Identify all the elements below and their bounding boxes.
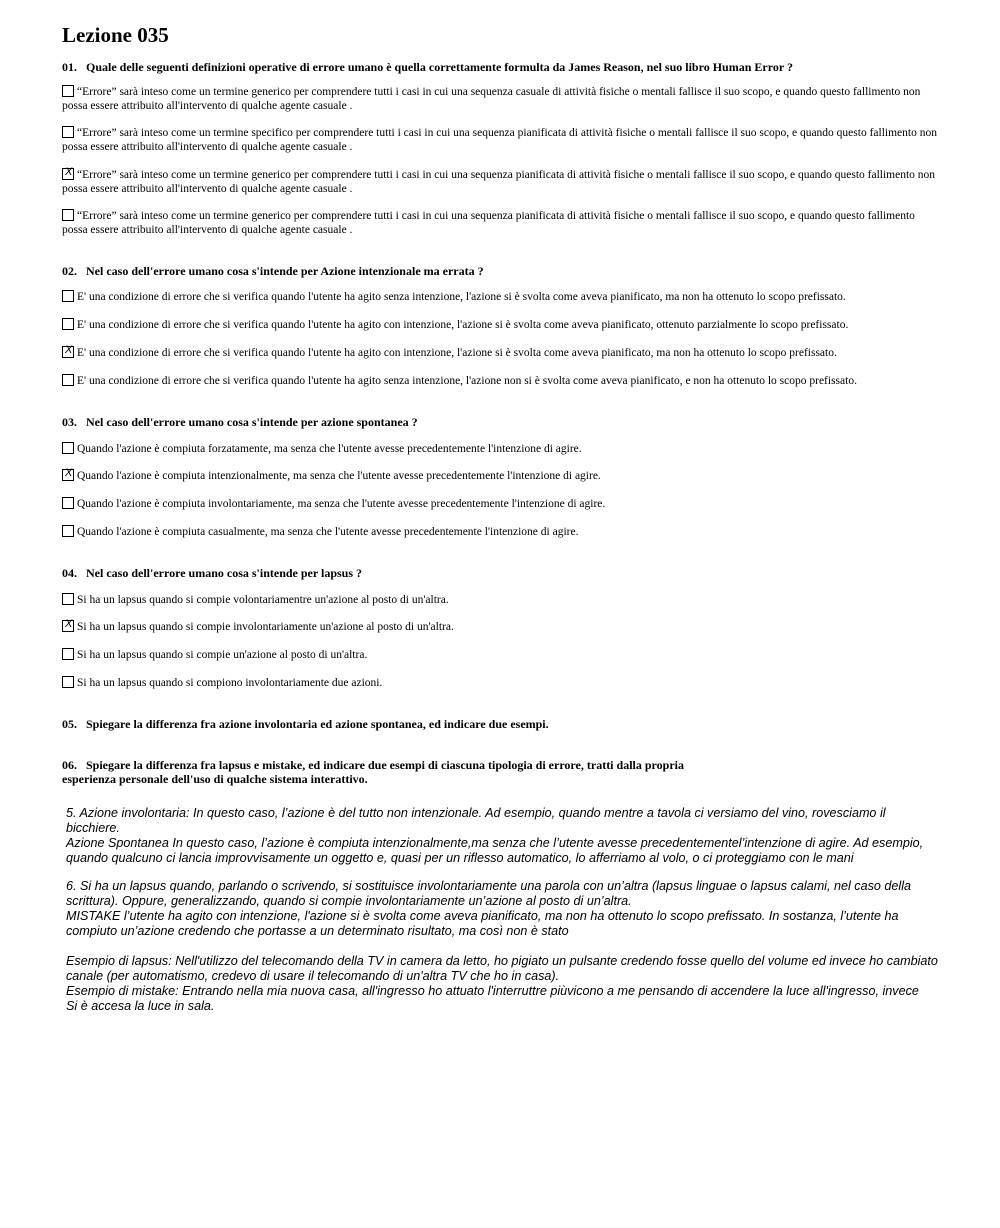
option-01-d[interactable]: “Errore” sarà inteso come un termine generico per comprendere tutti i casi in cui una sequenza pianificata di attività fisiche o mentali fallisce il suo scopo, e quando questo fallimento possa essere attribuito all'intervento di qualche agente casuale . bbox=[62, 210, 915, 236]
option-03-d[interactable]: Quando l'azione è compiuta casualmente, ma senza che l'utente avesse precedentemente l'intenzione di agire. bbox=[62, 525, 942, 539]
option-01-b[interactable]: “Errore” sarà inteso come un termine specifico per comprendere tutti i casi in cui una sequenza pianificata di attività fisiche o mentali fallisce il suo scopo, e quando questo fallimento non possa essere attribuito all'intervento di qualche agente casuale . bbox=[62, 127, 937, 153]
question-05 bbox=[62, 717, 942, 731]
checkbox[interactable] bbox=[62, 85, 74, 97]
check-mark-icon: X bbox=[65, 618, 73, 630]
option-04-c[interactable]: Si ha un lapsus quando si compie un'azione al posto di un'altra. bbox=[62, 648, 942, 662]
option-03-a[interactable]: Quando l'azione è compiuta forzatamente, ma senza che l'utente avesse precedentemente l'intenzione di agire. bbox=[62, 442, 942, 456]
option-04-d[interactable]: Si ha un lapsus quando si compiono involontariamente due azioni. bbox=[62, 676, 942, 690]
question-text: 03. Nel caso dell'errore umano cosa s'intende per azione spontanea ? bbox=[62, 415, 418, 429]
page-title: Lezione 035 bbox=[62, 23, 169, 47]
checkbox[interactable] bbox=[62, 676, 74, 688]
question-04 bbox=[62, 566, 942, 580]
answer-05: 5. Azione involontaria: In questo caso, l’azione è del tutto non intenzionale. Ad esempio, quando mentre a tavola ci versiamo del vino, rovesciamo il bicchiere. Azione Spontanea In questo caso, l’azione è compiuta intenzionalmente,ma senza che l’utente avesse precedentementel’intenzione di agire. Ad esempio, quando qualcuno ci lancia improvvisamente un oggetto e, quasi per un riflesso automatico, lo afferriamo al volo, o ci proteggiamo con le mani bbox=[66, 806, 924, 865]
checkbox-checked[interactable] bbox=[62, 346, 74, 358]
question-text: 02. Nel caso dell'errore umano cosa s'intende per Azione intenzionale ma errata ? bbox=[62, 264, 484, 278]
checkbox[interactable] bbox=[62, 374, 74, 386]
question-03 bbox=[62, 415, 942, 429]
checkbox-checked[interactable] bbox=[62, 469, 74, 481]
checkbox[interactable] bbox=[62, 593, 74, 605]
document-page bbox=[62, 22, 997, 61]
option-02-d[interactable]: E' una condizione di errore che si verifica quando l'utente ha agito senza intenzione, l'azione non si è svolta come aveva pianificato, e non ha ottenuto lo scopo prefissato. bbox=[62, 374, 942, 388]
option-03-c[interactable]: Quando l'azione è compiuta involontariamente, ma senza che l'utente avesse precedentemente l'intenzione di agire. bbox=[62, 497, 942, 511]
checkbox[interactable] bbox=[62, 126, 74, 138]
option-02-b[interactable]: E' una condizione di errore che si verifica quando l'utente ha agito con intenzione, l'azione si è svolta come aveva pianificato, ottenuto parzialmente lo scopo prefissato. bbox=[62, 318, 942, 332]
question-01 bbox=[62, 60, 942, 74]
check-mark-icon: X bbox=[65, 467, 73, 479]
question-06 bbox=[62, 758, 942, 786]
checkbox[interactable] bbox=[62, 290, 74, 302]
question-text-cont: esperienza personale dell'uso di qualche sistema interattivo. bbox=[62, 772, 368, 786]
answer-examples: Esempio di lapsus: Nell'utilizzo del telecomando della TV in camera da letto, ho pigiato un pulsante credendo fosse quello del volume ed invece ho cambiato canale (per automatismo, credevo di usare il telecomando di un'altra TV che ho in casa). Esempio di mistake: Entrando nella mia nuova casa, all'ingresso ho attuato l'interruttre piùvicono a me pensando di accendere la luce all'ingresso, invece Si è accesa la luce in sala. bbox=[66, 954, 938, 1013]
check-mark-icon: X bbox=[65, 166, 73, 178]
checkbox[interactable] bbox=[62, 648, 74, 660]
option-02-a[interactable]: E' una condizione di errore che si verifica quando l'utente ha agito senza intenzione, l'azione si è svolta come aveva pianificato, ma non ha ottenuto lo scopo prefissato. bbox=[62, 290, 942, 304]
checkbox[interactable] bbox=[62, 525, 74, 537]
question-text: 04. Nel caso dell'errore umano cosa s'intende per lapsus ? bbox=[62, 566, 362, 580]
option-03-b[interactable]: X Quando l'azione è compiuta intenzionalmente, ma senza che l'utente avesse precedentemente l'intenzione di agire. bbox=[62, 469, 942, 483]
option-04-b[interactable]: X Si ha un lapsus quando si compie involontariamente un'azione al posto di un'altra. bbox=[62, 620, 942, 634]
checkbox[interactable] bbox=[62, 442, 74, 454]
question-text: 05. Spiegare la differenza fra azione involontaria ed azione spontanea, ed indicare due esempi. bbox=[62, 717, 549, 731]
checkbox[interactable] bbox=[62, 318, 74, 330]
option-01-c[interactable]: X “Errore” sarà inteso come un termine generico per comprendere tutti i casi in cui una sequenza pianificata di attività fisiche o mentali fallisce il suo scopo, e quando questo fallimento non possa essere attribuito all'intervento di qualche agente casuale . bbox=[62, 166, 936, 195]
question-text: 01. Quale delle seguenti definizioni operative di errore umano è quella correttamente formulta da James Reason, nel suo libro Human Error ? bbox=[62, 60, 793, 74]
answer-06: 6. Si ha un lapsus quando, parlando o scrivendo, si sostituisce involontariamente una parola con un’altra (lapsus linguae o lapsus calami, nel caso della scrittura). Oppure, generalizzando, quando si compie involontariamente un’azione al posto di un’altra. MISTAKE l’utente ha agito con intenzione, l'azione si è svolta come aveva pianificato, ma non ha ottenuto lo scopo prefissato. In sostanza, l’utente ha compiuto un’azione credendo che portasse a un determinato risultato, ma così non è stato bbox=[66, 879, 911, 938]
question-text: 06. Spiegare la differenza fra lapsus e mistake, ed indicare due esempi di ciascuna tipologia di errore, tratti dalla propria bbox=[62, 758, 684, 772]
check-mark-icon: X bbox=[65, 344, 73, 356]
checkbox[interactable] bbox=[62, 209, 74, 221]
option-04-a[interactable]: Si ha un lapsus quando si compie volontariamentre un'azione al posto di un'altra. bbox=[62, 593, 942, 607]
option-02-c[interactable]: X E' una condizione di errore che si verifica quando l'utente ha agito con intenzione, l'azione si è svolta come aveva pianificato, ma non ha ottenuto lo scopo prefissato. bbox=[62, 346, 942, 360]
question-02 bbox=[62, 264, 942, 278]
checkbox-checked[interactable] bbox=[62, 168, 74, 180]
checkbox-checked[interactable] bbox=[62, 620, 74, 632]
option-01-a[interactable]: “Errore” sarà inteso come un termine generico per comprendere tutti i casi in cui una sequenza casuale di attività fisiche o mentali fallisce il suo scopo, e quando questo fallimento non possa essere attribuito all'intervento di qualche agente casuale . bbox=[62, 86, 921, 112]
checkbox[interactable] bbox=[62, 497, 74, 509]
